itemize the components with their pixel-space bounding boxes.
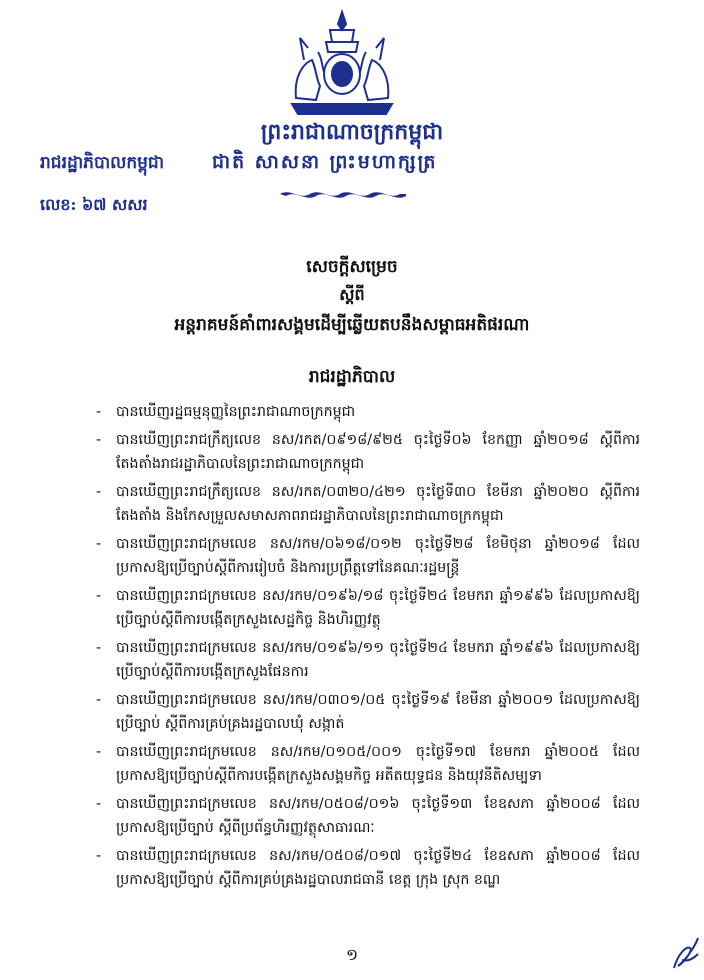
list-item-text: បានឃើញព្រះរាជក្រមលេខ នស/រកម/០១៩៦/១១ ចុះថ្ងៃទី២៤ ខែមករា ឆ្នាំ១៩៩៦ ដែលប្រកាសឱ្យប្រើច្បាប់ស្តីពីការបង្កើតក្រសួងផែនការ — [116, 640, 640, 680]
considerations-list — [96, 400, 640, 892]
list-item-text: បានឃើញព្រះរាជក្រមលេខ នស/រកម/០៥០៨/០១៦ ចុះថ្ងៃទី១៣ ខែឧសភា ឆ្នាំ២០០៨ ដែលប្រកាសឱ្យប្រើច្បាប់ ស្តីពីប្រព័ន្ធហិរញ្ញវត្ថុសាធារណៈ — [116, 796, 640, 836]
list-item: - បានឃើញរដ្ឋធម្មនុញ្ញនៃព្រះរាជាណាចក្រកម្ពុជា — [96, 404, 356, 420]
list-item-text: បានឃើញព្រះរាជក្រមលេខ នស/រកម/០១៩៦/១៨ ចុះថ្ងៃទី២៤ ខែមករា ឆ្នាំ១៩៩៦ ដែលប្រកាសឱ្យប្រើច្បាប់ស្តីពីការបង្កើតក្រសួងសេដ្ឋកិច្ច និងហិរញ្ញវត្ថុ — [116, 588, 640, 628]
signature-initials-icon — [668, 934, 702, 974]
kingdom-title: ព្រះរាជាណាចក្រកម្ពុជា — [260, 119, 444, 145]
list-item-text: បានឃើញព្រះរាជក្រមលេខ នស/រកម/០៥០៨/០១៧ ចុះថ្ងៃទី២៤ ខែឧសភា ឆ្នាំ២០០៨ ដែលប្រកាសឱ្យប្រើច្បាប់ ស្តីពីការគ្រប់គ្រងរដ្ឋបាលរាជធានី ខេត្ត ក្រុង ស្រុក ខណ្ឌ — [116, 848, 640, 888]
list-item-text: បានឃើញព្រះរាជក្រឹត្យលេខ នស/រកត/០៩១៨/៩២៥ ចុះថ្ងៃទី០៦ ខែកញ្ញា ឆ្នាំ២០១៨ ស្តីពីការតែងតាំងរាជរដ្ឋាភិបាលនៃព្រះរាជាណាចក្រកម្ពុជា — [116, 432, 640, 472]
list-item: - បានឃើញព្រះរាជក្រមលេខ នស/រកម/០៦១៨/០១២ ចុះថ្ងៃទី២៨ ខែមិថុនា ឆ្នាំ២០១៨ ដែលប្រកាសឱ្យប្រើច្បាប់ស្តីពីការរៀបចំ និងការប្រព្រឹត្តទៅនៃគណៈរដ្ឋមន្ត្រី — [96, 536, 640, 576]
list-item: - បានឃើញព្រះរាជក្រមលេខ នស/រកម/០៣០១/០៥ ចុះថ្ងៃទី១៩ ខែមីនា ឆ្នាំ២០០១ ដែលប្រកាសឱ្យប្រើច្បាប់ ស្តីពីការគ្រប់គ្រងរដ្ឋបាលឃុំ សង្កាត់ — [96, 692, 640, 732]
list-item: - បានឃើញព្រះរាជក្រមលេខ នស/រកម/០៥០៨/០១៦ ចុះថ្ងៃទី១៣ ខែឧសភា ឆ្នាំ២០០៨ ដែលប្រកាសឱ្យប្រើច្បាប់ ស្តីពីប្រព័ន្ធហិរញ្ញវត្ថុសាធារណៈ — [96, 796, 640, 836]
page-number: ១ — [345, 945, 359, 964]
list-item-text: បានឃើញព្រះរាជក្រមលេខ នស/រកម/០១០៥/០០១ ចុះថ្ងៃទី១៧ ខែមករា ឆ្នាំ២០០៥ ដែលប្រកាសឱ្យប្រើច្បាប់ស្តីពីការបង្កើតក្រសួងសង្គមកិច្ច អតីតយុទ្ធជន និងយុវនីតិសម្បទា — [116, 744, 640, 784]
government-name: រាជរដ្ឋាភិបាលកម្ពុជា — [40, 153, 165, 173]
issuer-heading: រាជរដ្ឋាភិបាល — [308, 367, 396, 387]
list-item-text: បានឃើញព្រះរាជក្រមលេខ នស/រកម/០៣០១/០៥ ចុះថ្ងៃទី១៩ ខែមីនា ឆ្នាំ២០០១ ដែលប្រកាសឱ្យប្រើច្បាប់ ស្តីពីការគ្រប់គ្រងរដ្ឋបាលឃុំ សង្កាត់ — [116, 692, 640, 732]
list-item: - បានឃើញព្រះរាជក្រឹត្យលេខ នស/រកត/០៩១៨/៩២៥ ចុះថ្ងៃទី០៦ ខែកញ្ញា ឆ្នាំ២០១៨ ស្តីពីការតែងតាំងរាជរដ្ឋាភិបាលនៃព្រះរាជាណាចក្រកម្ពុជា — [96, 432, 640, 472]
list-item: - បានឃើញព្រះរាជក្រឹត្យលេខ នស/រកត/០៣២០/៤២១ ចុះថ្ងៃទី៣០ ខែមីនា ឆ្នាំ២០២០ ស្តីពីការតែងតាំង និងកែសម្រួលសមាសភាពរាជរដ្ឋាភិបាលនៃព្រះរាជាណាចក្រកម្ពុជា — [96, 484, 640, 524]
list-item: - បានឃើញព្រះរាជក្រមលេខ នស/រកម/០១០៥/០០១ ចុះថ្ងៃទី១៧ ខែមករា ឆ្នាំ២០០៥ ដែលប្រកាសឱ្យប្រើច្បាប់ស្តីពីការបង្កើតក្រសួងសង្គមកិច្ច អតីតយុទ្ធជន និងយុវនីតិសម្បទា — [96, 744, 640, 784]
decision-title: សេចក្តីសម្រេច — [306, 257, 398, 277]
royal-emblem-icon — [282, 8, 402, 120]
list-item-text: បានឃើញព្រះរាជក្រឹត្យលេខ នស/រកត/០៣២០/៤២១ ចុះថ្ងៃទី៣០ ខែមីនា ឆ្នាំ២០២០ ស្តីពីការតែងតាំង និងកែសម្រួលសមាសភាពរាជរដ្ឋាភិបាលនៃព្រះរាជាណាចក្រកម្ពុជា — [116, 484, 640, 524]
ornament-icon — [278, 186, 408, 202]
list-item: - បានឃើញព្រះរាជក្រមលេខ នស/រកម/០១៩៦/១៨ ចុះថ្ងៃទី២៤ ខែមករា ឆ្នាំ១៩៩៦ ដែលប្រកាសឱ្យប្រើច្បាប់ស្តីពីការបង្កើតក្រសួងសេដ្ឋកិច្ច និងហិរញ្ញវត្ថុ — [96, 588, 640, 628]
list-item: - បានឃើញព្រះរាជក្រមលេខ នស/រកម/០១៩៦/១១ ចុះថ្ងៃទី២៤ ខែមករា ឆ្នាំ១៩៩៦ ដែលប្រកាសឱ្យប្រើច្បាប់ស្តីពីការបង្កើតក្រសួងផែនការ — [96, 640, 640, 680]
list-item-text: បានឃើញរដ្ឋធម្មនុញ្ញនៃព្រះរាជាណាចក្រកម្ពុជា — [116, 404, 356, 420]
list-item: - បានឃើញព្រះរាជក្រមលេខ នស/រកម/០៥០៨/០១៧ ចុះថ្ងៃទី២៤ ខែឧសភា ឆ្នាំ២០០៨ ដែលប្រកាសឱ្យប្រើច្បាប់ ស្តីពីការគ្រប់គ្រងរដ្ឋបាលរាជធានី ខេត្ត ក្រុង ស្រុក ខណ្ឌ — [96, 848, 640, 888]
document-number: លេខ: ៦៧ សសរ — [40, 195, 148, 214]
list-item-text: បានឃើញព្រះរាជក្រមលេខ នស/រកម/០៦១៨/០១២ ចុះថ្ងៃទី២៨ ខែមិថុនា ឆ្នាំ២០១៨ ដែលប្រកាសឱ្យប្រើច្បាប់ស្តីពីការរៀបចំ និងការប្រព្រឹត្តទៅនៃគណៈរដ្ឋមន្ត្រី — [116, 536, 640, 576]
decision-on: ស្តីពី — [339, 285, 365, 304]
national-motto: ជាតិ សាសនា ព្រះមហាក្សត្រ — [212, 151, 438, 173]
decision-subject: អន្តរាគមន៍គាំពារសង្គមដើម្បីឆ្លើយតបនឹងសម្ពាធអតិផរណា — [174, 315, 530, 335]
